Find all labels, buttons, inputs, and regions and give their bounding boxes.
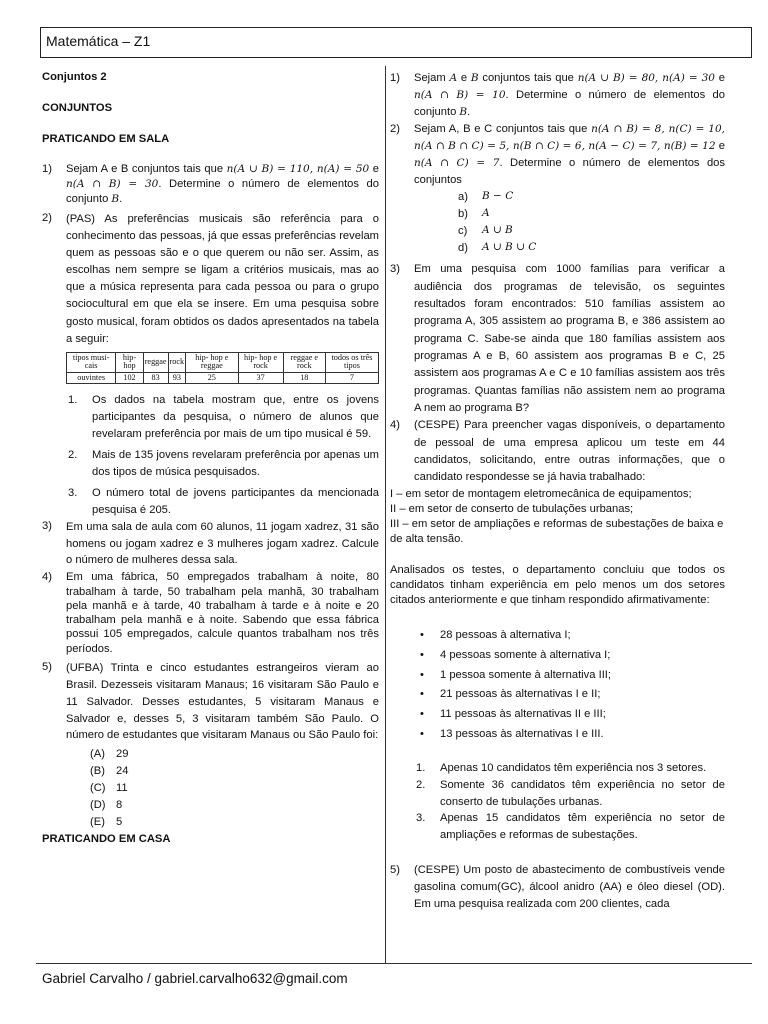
table-header-row [67, 352, 379, 372]
question-3 [42, 519, 379, 568]
list-item: • 11 pessoas às alternativas II e III; [420, 707, 725, 722]
table-header-cell: hip- hop e reggae [186, 352, 238, 372]
question-text: Sejam A, B e C conjuntos tais que n(A ∩ B) = 8, n(C) = 10, n(A ∩ B ∩ C) = 5, n(B ∩ C) = 6, n(A − C) = 7, n(B) = 12 e n(A ∩ C) = 7. Determine o número de elementos dos conjuntos [414, 123, 726, 187]
question-2 [390, 121, 725, 189]
question-text: (CESPE) Um posto de abastecimento de combustíveis vende gasolina comum(GC), álcool anidro (AA) e óleo diesel (OD). Em uma pesquisa realizada com 200 clientes, cada [414, 863, 725, 910]
answer-option: (E) 5 [90, 816, 123, 829]
list-item: • 28 pessoas à alternativa I; [420, 628, 725, 643]
bullet-list [420, 628, 725, 742]
question-text: Em uma pesquisa com 1000 famílias para verificar a audiência dos programas de televisão, os seguintes resultados foram encontrados: 510 famílias assistem ao programa A, 305 assistem ao programa B, e 386 assistem ao programa C. Sabe-se ainda que 180 famílias assistem aos programas A e B, 60 assistem aos programas B e C, 25 assistem aos programas A e C e 10 famílias assistem aos três programas. Quantas famílias não assistem nem ao programa A nem ao programa B? [414, 263, 725, 415]
question-2 [42, 211, 379, 347]
table-header-cell: reggae e rock [283, 352, 325, 372]
footer-divider [36, 963, 752, 964]
list-item: 2. Somente 36 candidatos têm experiência no setor de conserto de tubulações urbanas. [416, 778, 725, 808]
question-text: Em uma fábrica, 50 empregados trabalham à noite, 80 trabalham à tarde, 50 trabalham pela manhã, 30 trabalham pela manhã e à tarde, 40 trabalham à tarde e à noite e 20 trabalham pela manhã e à noite. Sabendo que essa fábrica possui 105 empregados, calcule quantos trabalham nos três períodos. [66, 571, 379, 655]
question-number: 4) [42, 571, 52, 584]
question-4 [42, 570, 379, 656]
table-header-cell: hip- hop [116, 352, 143, 372]
table-header-cell: tipos musi- cais [67, 352, 116, 372]
table-cell: 25 [186, 372, 238, 384]
bullet-icon: • [420, 629, 424, 642]
question-5-options [90, 746, 379, 831]
table-row [67, 372, 379, 384]
question-number: 4) [390, 419, 400, 432]
question-text: Sejam A e B conjuntos tais que n(A ∪ B) = 110, n(A) = 50 e n(A ∩ B) = 30. Determine o número de elementos do conjunto B. [66, 162, 379, 206]
list-item: 1. Os dados na tabela mostram que, entre os jovens participantes da pesquisa, o número de alunos que revelaram preferência por mais de um tipo musical é 59. [68, 394, 379, 441]
list-item: • 4 pessoas somente à alternativa I; [420, 648, 725, 663]
question-text: (UFBA) Trinta e cinco estudantes estrangeiros vieram ao Brasil. Dezesseis visitaram Manaus; 16 visitaram São Paulo e 11 Salvador. Desses estudantes, 5 visitaram Manaus e Salvador e, desses 5, 3 visitaram também São Paulo. O número de estudantes que visitaram Manaus ou São Paulo foi: [66, 662, 379, 742]
list-item: 2. Mais de 135 jovens revelaram preferência por apenas um dos tipos de música pesquisados. [68, 449, 379, 479]
question-4-items [390, 760, 725, 844]
question-2-options [458, 189, 725, 257]
answer-option: (C) 11 [90, 782, 128, 795]
question-1 [42, 162, 379, 208]
question-text: (CESPE) Para preencher vagas disponíveis, o departamento de pessoal de uma empresa aplicou um teste em 44 candidatos, solicitando, entre outras informações, que o candidato respondesse se já havia trabalhado: [414, 419, 725, 484]
question-4 [390, 417, 725, 486]
column-divider [385, 66, 386, 964]
question-text: (PAS) As preferências musicais são referência para o conhecimento das pessoas, já que essas preferências revelam quem as pessoas são e o que querem ou não ser. Assim, as escolhas nem sempre se ligam a critérios musicais, mas ao que a música representa para cada pessoa ou para o grupo sociocultural em que ela se insere. Em uma pesquisa sobre gosto musical, foram obtidos os dados apresentados na tabela a seguir: [66, 213, 379, 345]
question-text: Em uma sala de aula com 60 alunos, 11 jogam xadrez, 31 são homens ou jogam xadrez e 3 mulheres jogam xadrez. Calcule o número de mulheres dessa sala. [66, 521, 379, 566]
question-number: 1) [390, 72, 400, 84]
right-column [390, 70, 725, 912]
question-number: 2) [390, 123, 400, 136]
answer-option: (D) 8 [90, 799, 123, 812]
table-header-cell: hip- hop e rock [238, 352, 283, 372]
bullet-icon: • [420, 688, 424, 701]
list-item: • 21 pessoas às alternativas I e II; [420, 687, 725, 702]
table-cell: 93 [168, 372, 186, 384]
table-cell: 18 [283, 372, 325, 384]
table-cell: ouvintes [67, 372, 116, 384]
section-heading: Conjuntos 2 [42, 71, 107, 83]
answer-option: d) A ∪ B ∪ C [458, 241, 537, 255]
sector-list [390, 487, 725, 547]
answer-option: (A) 29 [90, 748, 129, 761]
question-5 [42, 660, 379, 744]
table-cell: 37 [238, 372, 283, 384]
bullet-icon: • [420, 648, 424, 661]
header-box [40, 27, 752, 58]
bullet-icon: • [420, 668, 424, 681]
table-header-cell: reggae [143, 352, 168, 372]
sector-line: I – em setor de montagem eletromecânica de equipamentos; [390, 487, 692, 500]
question-number: 1) [42, 162, 52, 175]
question-number: 5) [390, 863, 400, 876]
list-item: 3. O número total de jovens participantes da mencionada pesquisa é 205. [68, 487, 379, 517]
analysis-paragraph: Analisados os testes, o departamento concluiu que todos os candidatos tinham experiência em pelo menos um dos setores citados anteriormente e que tinham respondido afirmativamente: [390, 564, 725, 607]
table-header-cell: todos os três tipos [325, 352, 378, 372]
answer-option: b) A [458, 207, 490, 221]
answer-option: (B) 24 [90, 765, 129, 778]
section-heading: PRATICANDO EM SALA [42, 133, 170, 146]
page-title: Matemática – Z1 [46, 33, 151, 49]
question-text: Sejam A e B conjuntos tais que n(A ∪ B) = 80, n(A) = 30 e n(A ∩ B) = 10. Determine o número de elementos do conjunto B. [414, 72, 726, 119]
sector-line: II – em setor de conserto de tubulações urbanas; [390, 502, 634, 515]
question-5 [390, 862, 725, 912]
table-cell: 7 [325, 372, 378, 384]
section-heading: CONJUNTOS [42, 102, 113, 115]
question-number: 3) [42, 520, 52, 533]
answer-option: c) A ∪ B [458, 224, 513, 238]
music-preference-table [66, 352, 379, 385]
list-item: • 13 pessoas às alternativas I e III. [420, 727, 725, 742]
footer-author: Gabriel Carvalho / gabriel.carvalho632@gmail.com [42, 971, 348, 986]
left-column [42, 70, 379, 847]
section-heading: PRATICANDO EM CASA [42, 833, 171, 846]
bullet-icon: • [420, 708, 424, 721]
question-3 [390, 261, 725, 417]
answer-option: a) B − C [458, 190, 514, 204]
table-cell: 83 [143, 372, 168, 384]
list-item: 3. Apenas 15 candidatos têm experiência no setor de ampliações e reformas de subestações. [416, 812, 725, 842]
bullet-icon: • [420, 727, 424, 740]
question-2-items [42, 392, 379, 519]
question-number: 3) [390, 263, 400, 276]
list-item: • 1 pessoa somente à alternativa III; [420, 668, 725, 683]
list-item: 1. Apenas 10 candidatos têm experiência nos 3 setores. [416, 761, 707, 774]
question-1 [390, 70, 725, 121]
sector-line: III – em setor de ampliações e reformas de subestações de baixa e de alta tensão. [390, 517, 724, 545]
question-number: 2) [42, 212, 52, 225]
table-cell: 102 [116, 372, 143, 384]
question-number: 5) [42, 661, 52, 674]
table-header-cell: rock [168, 352, 186, 372]
